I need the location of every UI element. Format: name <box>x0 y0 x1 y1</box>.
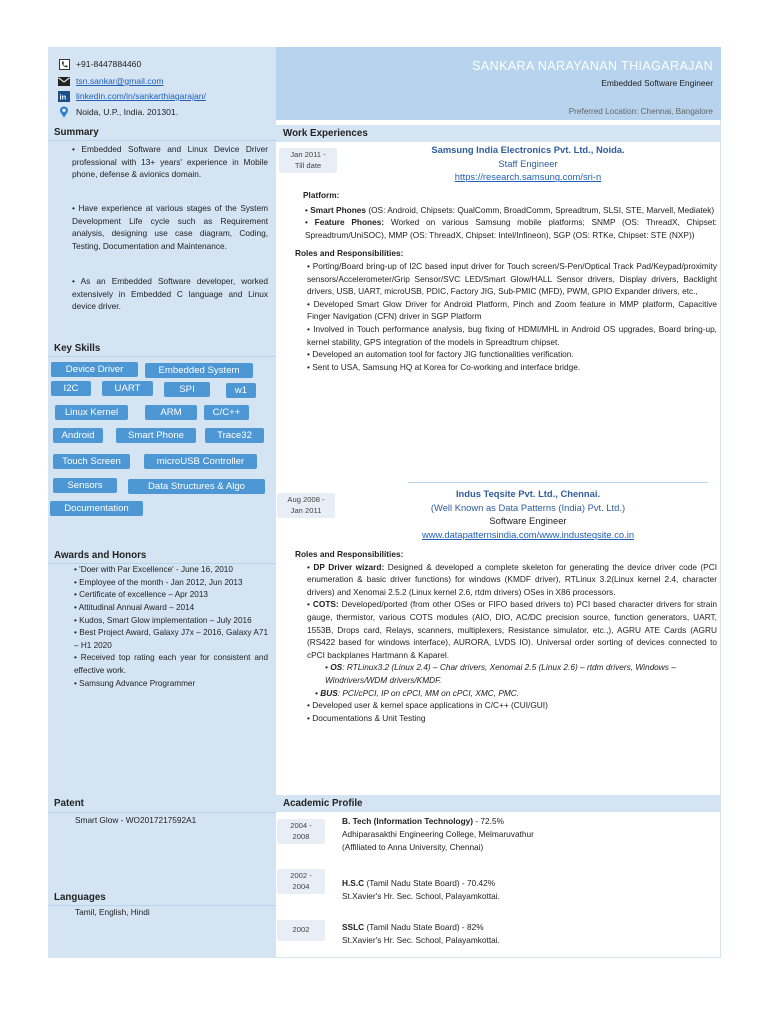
feature-phones-label: Feature Phones: <box>314 217 385 228</box>
patent-value: Smart Glow - WO2017217592A1 <box>75 815 197 825</box>
skills-heading: Key Skills <box>54 343 101 354</box>
skill-chip: Sensors <box>53 478 117 493</box>
indus-date <box>277 493 335 518</box>
extra-item: • Developed user & kernel space applications in C/C++ (CUI/GUI) <box>307 700 548 711</box>
preferred-location: Preferred Location: Chennai, Bangalore <box>568 107 713 116</box>
cots-text: Developed/ported (from other OSes or FIFO based drivers to) PCI based character drivers for strain gauge, thermistor, various COTS modules (AIO, DIO, AC/DC precision source, function generators, UART, 1553B, Drops card, Relays, scanners, multiplexers, Resistance simulator, etc.,), AGRU ATE Cards (AGRU (RS422 based for windows interface), AURORA, LVDS IO). Universal order sorting of devices connected to cPCI backplanes Hartmann & Kaparel. <box>307 599 717 660</box>
work-heading: Work Experiences <box>276 125 721 142</box>
dp-label: DP Driver wizard: <box>313 561 385 572</box>
bus-label: BUS <box>320 687 338 698</box>
roles-heading: Roles and Responsibilities: <box>295 248 404 259</box>
degree: B. Tech (Information Technology) <box>342 816 474 826</box>
extra-item: • Documentations & Unit Testing <box>307 712 426 723</box>
email-link[interactable]: tsn.sankar@gmail.com <box>76 76 164 86</box>
award-item: • 'Doer with Par Excellence' - June 16, 2010 <box>74 565 233 574</box>
bus-item: • BUS: PCI/cPCI, IP on cPCI, MM on cPCI, XMC, PMC. <box>315 687 520 698</box>
skill-chip: Touch Screen <box>53 454 130 469</box>
smart-phones-label: Smart Phones <box>310 204 367 215</box>
dp-wizard-item: • DP Driver wizard: Designed & developed a complete skeleton for generating the device driver code (PCI enumeration & basic driver functions) for windows (KMDF driver), RTLinux 3.2(Linux kernel 2.4, character drivers) and Xenomai 2.5.2 (Linux kernel 2.6, rtdm drivers) OSes in X86 processors. <box>307 561 717 597</box>
languages-value: Tamil, English, Hindi <box>75 907 150 917</box>
contact-phone <box>58 58 141 70</box>
date-start: Aug 2008 - <box>287 495 325 504</box>
academic-entry <box>342 815 712 854</box>
os-item: • OS: RTLinux3.2 (Linux 2.4) – Char drivers, Xenomai 2.5 (Linux 2.6) – rtdm drivers, Windows – Windrivers/WDM drivers/KMDF. <box>325 662 676 686</box>
academic-date <box>277 920 325 941</box>
cots-item: • COTS: Developed/ported (from other OSes or FIFO based drivers to) PCI based character drivers for strain gauge, thermistor, various COTS modules (AIO, DIO, AC/DC precision source, function generators, UART, 1553B, Drops card, Relays, scanners, multiplexers, Resistance simulator, etc.,), AGRU ATE Cards (AGRU (RS422 based for windows interface), AURORA, LVDS IO). Universal order sorting of devices connected to cPCI backplanes Hartmann & Kaparel. <box>307 599 717 660</box>
skills-divider <box>48 356 276 357</box>
award-item: • Best Project Award, Galaxy J7x – 2016, Galaxy A71 – H1 2020 <box>74 628 268 650</box>
company-url-link[interactable]: www.datapatternsindia.com/www.industeqsite.co.in <box>421 528 635 540</box>
languages-heading: Languages <box>54 892 106 903</box>
company-url-link[interactable]: https://research.samsung.com/sri-n <box>454 171 602 183</box>
institution: St.Xavier's Hr. Sec. School, Palayamkottai. <box>342 934 500 945</box>
candidate-name: SANKARA NARAYANAN THIAGARAJAN <box>472 59 713 73</box>
academic-date <box>277 819 325 844</box>
contact-address <box>58 106 178 118</box>
award-item: • Employee of the month - Jan 2012, Jun 2013 <box>74 577 243 587</box>
date-end: 2008 <box>292 831 310 841</box>
role-item: • Involved in Touch performance analysis, bug fixing of HDMI/MHL in Android OS upgrades, Board bring-up, kernel stability, GPS integration of the models in Spreadtrum chipset. <box>307 324 717 347</box>
indus-company-block <box>348 487 708 542</box>
skill-chip: Trace32 <box>205 428 264 443</box>
skill-chip: Data Structures & Algo <box>128 479 265 494</box>
phone-text: +91-8447884460 <box>76 59 142 69</box>
smart-phones-text: (OS: Android, Chipsets: QualComm, BroadComm, Spreadtrum, SLSI, STE, Marvell, Mediatek) <box>368 204 715 215</box>
skill-chip: UART <box>102 381 153 396</box>
skill-chip: Android <box>53 428 103 443</box>
company-known-as: (Well Known as Data Patterns (India) Pvt. Ltd.) <box>430 501 626 513</box>
degree: SSLC <box>342 922 365 932</box>
company-name: Samsung India Electronics Pvt. Ltd., Noida. <box>431 144 625 155</box>
platform-feature-phones: • Feature Phones: Worked on various Samsung mobile platforms; SNMP (OS: ThreadX, Chipset: Spreadtrum/UniSOC), MMP (OS: ThreadX, Chipset: Intel/Infineon), SGP (OS: RTKe, Chipset: STE (NXP)) <box>305 217 717 240</box>
date-end: 2004 <box>292 881 310 891</box>
award-item: • Received top rating each year for consistent and effective work. <box>74 653 268 675</box>
svg-text:in: in <box>59 92 67 102</box>
skill-chip: Embedded System <box>145 363 253 378</box>
candidate-title: Embedded Software Engineer <box>601 78 713 88</box>
award-item: • Samsung Advance Programmer <box>74 678 196 688</box>
affiliation: (Affiliated to Anna University, Chennai) <box>342 841 484 852</box>
date-start: 2004 - <box>290 821 312 830</box>
os-label: OS <box>330 662 343 673</box>
score: - 72.5% <box>473 816 504 826</box>
phone-icon <box>58 59 70 70</box>
skill-chip: Device Driver <box>51 362 138 377</box>
academic-entry <box>342 921 712 947</box>
institution: Adhiparasakthi Engineering College, Melmaruvathur <box>342 828 534 839</box>
location-pin-icon <box>58 107 70 118</box>
indus-details <box>295 548 717 725</box>
award-item: • Certificate of excellence – Apr 2013 <box>74 590 208 600</box>
role-item: • Sent to USA, Samsung HQ at Korea for Co-working and interface bridge. <box>307 361 581 372</box>
date-start: 2002 <box>292 925 310 934</box>
linkedin-link[interactable]: linkedin.com/in/sankarthiagarajan/ <box>76 91 206 101</box>
patent-divider <box>48 812 276 813</box>
contact-linkedin <box>58 90 206 102</box>
samsung-date <box>279 148 337 173</box>
institution: St.Xavier's Hr. Sec. School, Palayamkottai. <box>342 890 500 901</box>
cots-label: COTS: <box>312 599 339 610</box>
skill-chip: microUSB Controller <box>144 454 257 469</box>
linkedin-icon <box>58 91 70 102</box>
company-role: Staff Engineer <box>498 157 558 169</box>
address-text: Noida, U.P., India. 201301. <box>76 107 179 117</box>
date-end: Till date <box>294 160 322 170</box>
skill-chip: Smart Phone <box>116 428 196 443</box>
award-item: • Attitudinal Annual Award – 2014 <box>74 602 195 612</box>
samsung-details <box>295 189 717 374</box>
skill-chip: C/C++ <box>204 405 249 420</box>
date-start: 2002 - <box>290 871 312 880</box>
academic-heading: Academic Profile <box>276 795 721 812</box>
company-name: Indus Teqsite Pvt. Ltd., Chennai. <box>455 488 601 499</box>
academic-entry <box>342 877 712 903</box>
role-item: • Developed an automation tool for factory JIG functionalities verification. <box>307 349 574 360</box>
resume-page <box>48 47 721 958</box>
skill-chip: Documentation <box>50 501 143 516</box>
skill-chip: ARM <box>145 405 197 420</box>
summary-item: • Have experience at various stages of the System Development Life cycle such as Requirement analysis, designing use case diagram, Coding, Testing, Documentation and Maintenance. <box>72 203 268 251</box>
summary-heading: Summary <box>54 127 99 138</box>
awards-list <box>74 564 268 690</box>
mail-icon <box>58 76 70 87</box>
patent-heading: Patent <box>54 798 84 809</box>
dp-text: Designed & developed a complete skeleton for generating the device driver code (PCI enumeration & basic driver functions) for windows (KMDF driver), RTLinux 3.2(Linux kernel 2.4, character drivers) and Xenomai 2.5.2 (Linux kernel 2.6, rtdm drivers) OSes in X86 processors. <box>307 561 717 597</box>
roles-heading: Roles and Responsibilities: <box>295 549 404 559</box>
skill-chip: Linux Kernel <box>55 405 128 420</box>
summary-item: • Embedded Software and Linux Device Driver professional with 13+ years' experience in Mobile phone, defense & avionics domain. <box>72 144 268 180</box>
contact-email <box>58 75 164 87</box>
samsung-company-block <box>348 143 708 184</box>
feature-phones-text: Worked on various Samsung mobile platforms; SNMP (OS: ThreadX, Chipset: Spreadtrum/UniSOC), MMP (OS: ThreadX, Chipset: Intel/Infineon), SGP (OS: RTKe, Chipset: STE (NXP)) <box>305 217 717 240</box>
skill-chip: I2C <box>51 381 91 396</box>
skill-chip: SPI <box>164 382 210 397</box>
bus-text: : PCI/cPCI, IP on cPCI, MM on cPCI, XMC, PMC. <box>337 687 520 698</box>
summary-divider <box>48 140 276 141</box>
date-start: Jan 2011 - <box>290 150 326 159</box>
summary-item: • As an Embedded Software developer, worked extensively in Embedded C language and Linux device driver. <box>72 276 268 312</box>
score: (Tamil Nadu State Board) - 82% <box>364 922 484 932</box>
os-text: : RTLinux3.2 (Linux 2.4) – Char drivers, Xenomai 2.5 (Linux 2.6) – rtdm drivers, Windows – Windrivers/WDM drivers/KMDF. <box>325 662 676 686</box>
platform-smart-phones: • Smart Phones (OS: Android, Chipsets: QualComm, BroadComm, Spreadtrum, SLSI, STE, Marvell, Mediatek) <box>305 204 715 215</box>
platform-heading: Platform: <box>303 190 340 200</box>
score: (Tamil Nadu State Board) - 70.42% <box>364 878 496 888</box>
date-end: Jan 2011 <box>290 505 322 515</box>
section-divider <box>408 482 708 483</box>
awards-heading: Awards and Honors <box>54 550 147 561</box>
award-item: • Kudos, Smart Glow implementation – July 2016 <box>74 615 252 625</box>
company-role: Software Engineer <box>489 515 567 527</box>
degree: H.S.C <box>342 878 365 888</box>
academic-date <box>277 869 325 894</box>
skill-chip: w1 <box>226 383 256 398</box>
role-item: • Porting/Board bring-up of I2C based input driver for Touch screen/S-Pen/Optical Track Pad/Keypad/proximity sensors/Accelerometer/Grip Sensor/SVC LED/Smart Glow/HALL Sensor drivers, Display drivers, Backlight drivers, USB, UART, microUSB, PDIC, Factory JIG, Sub-PMIC (MFD), PWM, GPIO Expander drivers, etc., <box>307 261 717 297</box>
role-item: • Developed Smart Glow Driver for Android Platform, Pinch and Zoom feature in MMP platform, Capacitive Finger Navigation (CFN) driver in SGP Platform <box>307 298 717 322</box>
